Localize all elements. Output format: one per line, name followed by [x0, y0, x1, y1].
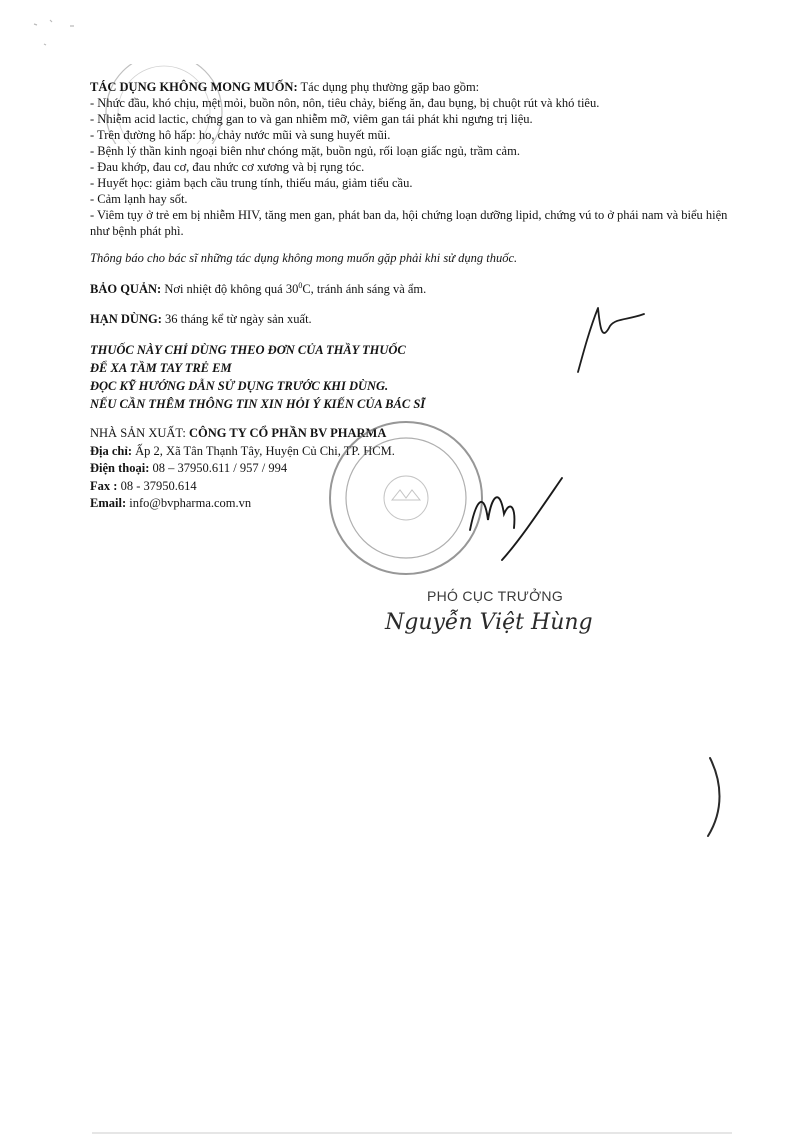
email-label: Email: — [90, 496, 127, 511]
signatory-name: Nguyễn Việt Hùng — [385, 610, 593, 635]
email-text: info@bvpharma.com.vn — [126, 496, 252, 511]
address-text: Ấp 2, Xã Tân Thạnh Tây, Huyện Củ Chi, TP. HCM. — [132, 443, 395, 458]
signatory-title: PHÓ CỤC TRƯỞNG — [427, 588, 564, 604]
expiry-text: 36 tháng kể từ ngày sản xuất. — [161, 312, 312, 327]
storage-text-end: C, tránh ánh sáng và ẩm. — [302, 282, 427, 297]
side-effect-item: - Đau khớp, đau cơ, đau nhức cơ xương và bị rụng tóc. — [90, 160, 365, 174]
side-effect-item: - Viêm tụy ở trẻ em bị nhiễm HIV, tăng men gan, phát ban da, hội chứng loạn dưỡng lipid, chứng vú to ở phái nam và biểu hiện như bệnh phát phì. — [90, 208, 728, 238]
manufacturer-name: CÔNG TY CỔ PHẦN BV PHARMA — [185, 426, 387, 441]
side-effect-item: - Trên đường hô hấp: ho, chảy nước mũi và sung huyết mũi. — [90, 128, 391, 142]
warning-line: THUỐC NÀY CHỈ DÙNG THEO ĐƠN CỦA THẦY THUỐC — [90, 343, 406, 358]
storage-line — [90, 278, 740, 297]
side-effects-heading: TÁC DỤNG KHÔNG MONG MUỐN: — [90, 80, 298, 94]
storage-text: Nơi nhiệt độ không quá 30 — [161, 282, 299, 297]
side-effects-note: Thông báo cho bác sĩ những tác dụng không mong muốn gặp phải khi sử dụng thuốc. — [90, 251, 518, 265]
side-effect-item: - Bệnh lý thần kinh ngoại biên như chóng mặt, buồn ngủ, rối loạn giấc ngủ, trầm cảm. — [90, 144, 520, 158]
phone-text: 08 – 37950.611 / 957 / 994 — [149, 461, 288, 476]
phone-label: Điện thoại: — [90, 461, 150, 476]
page-bottom-edge — [92, 1132, 732, 1134]
fax-text: 08 - 37950.614 — [117, 478, 197, 493]
signature-block — [385, 588, 605, 635]
side-effect-item: - Nhức đầu, khó chịu, mệt mỏi, buồn nôn, nôn, tiêu chảy, biếng ăn, đau bụng, bị chuột rút và khó tiêu. — [90, 96, 600, 110]
warning-line: ĐỂ XA TẦM TAY TRẺ EM — [90, 361, 232, 376]
handwritten-signature — [440, 470, 570, 590]
side-effect-item: - Cảm lạnh hay sốt. — [90, 192, 188, 206]
expiry-label: HẠN DÙNG: — [90, 312, 162, 327]
warning-line: NẾU CẦN THÊM THÔNG TIN XIN HỎI Ý KIẾN CỦA BÁC SĨ — [90, 397, 426, 412]
margin-bracket-mark — [700, 752, 730, 842]
scan-speck-marks — [30, 14, 90, 54]
side-effect-item: - Nhiễm acid lactic, chứng gan to và gan nhiễm mỡ, viêm gan tái phát khi ngưng trị liệu. — [90, 112, 533, 126]
storage-label: BẢO QUẢN: — [90, 282, 162, 297]
address-label: Địa chỉ: — [90, 443, 133, 458]
initials-signature — [570, 298, 660, 378]
degree-superscript: 0 — [298, 281, 303, 290]
warning-line: ĐỌC KỸ HƯỚNG DẪN SỬ DỤNG TRƯỚC KHI DÙNG. — [90, 379, 389, 394]
fax-label: Fax : — [90, 478, 118, 493]
manufacturer-label: NHÀ SẢN XUẤT: — [90, 426, 186, 441]
side-effects-intro: Tác dụng phụ thường gặp bao gồm: — [297, 80, 480, 94]
side-effect-item: - Huyết học: giảm bạch cầu trung tính, thiếu máu, giảm tiểu cầu. — [90, 176, 413, 190]
side-effects-header — [90, 79, 740, 95]
